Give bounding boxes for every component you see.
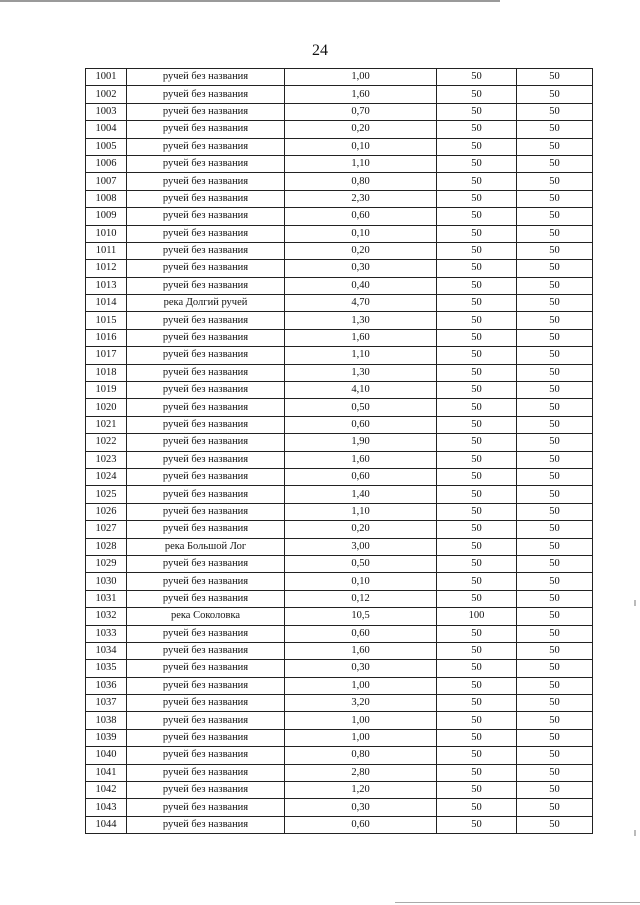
row-number-cell: 1032 (86, 608, 127, 625)
row-number-cell: 1041 (86, 764, 127, 781)
table-row (86, 190, 593, 207)
length-cell: 3,00 (285, 538, 437, 555)
row-number-cell: 1009 (86, 208, 127, 225)
row-number-cell: 1022 (86, 434, 127, 451)
row-number-cell: 1002 (86, 86, 127, 103)
row-number-cell: 1040 (86, 747, 127, 764)
coastal-strip-cell: 50 (517, 364, 593, 381)
water-body-name-cell: ручей без названия (127, 277, 285, 294)
water-body-name-cell: река Соколовка (127, 608, 285, 625)
length-cell: 1,60 (285, 451, 437, 468)
water-body-name-cell: ручей без названия (127, 642, 285, 659)
protection-zone-cell: 50 (437, 555, 517, 572)
length-cell: 1,00 (285, 69, 437, 86)
table-row (86, 712, 593, 729)
table-row (86, 260, 593, 277)
length-cell: 0,20 (285, 242, 437, 259)
coastal-strip-cell: 50 (517, 173, 593, 190)
row-number-cell: 1038 (86, 712, 127, 729)
table-row (86, 277, 593, 294)
row-number-cell: 1011 (86, 242, 127, 259)
water-body-name-cell: ручей без названия (127, 260, 285, 277)
table-row (86, 590, 593, 607)
water-body-name-cell: ручей без названия (127, 573, 285, 590)
protection-zone-cell: 50 (437, 155, 517, 172)
protection-zone-cell: 50 (437, 312, 517, 329)
coastal-strip-cell: 50 (517, 416, 593, 433)
length-cell: 0,60 (285, 625, 437, 642)
table-row (86, 295, 593, 312)
water-body-name-cell: ручей без названия (127, 590, 285, 607)
protection-zone-cell: 50 (437, 208, 517, 225)
table-row (86, 486, 593, 503)
length-cell: 1,10 (285, 155, 437, 172)
coastal-strip-cell: 50 (517, 503, 593, 520)
coastal-strip-cell: 50 (517, 590, 593, 607)
scan-edge-mark (634, 600, 636, 606)
length-cell: 0,50 (285, 399, 437, 416)
protection-zone-cell: 50 (437, 660, 517, 677)
table-row (86, 642, 593, 659)
table-row (86, 573, 593, 590)
length-cell: 1,10 (285, 503, 437, 520)
water-body-name-cell: ручей без названия (127, 103, 285, 120)
length-cell: 0,60 (285, 208, 437, 225)
water-body-name-cell: ручей без названия (127, 190, 285, 207)
row-number-cell: 1003 (86, 103, 127, 120)
length-cell: 1,00 (285, 712, 437, 729)
coastal-strip-cell: 50 (517, 242, 593, 259)
coastal-strip-cell: 50 (517, 382, 593, 399)
length-cell: 2,30 (285, 190, 437, 207)
row-number-cell: 1013 (86, 277, 127, 294)
row-number-cell: 1004 (86, 121, 127, 138)
coastal-strip-cell: 50 (517, 521, 593, 538)
coastal-strip-cell: 50 (517, 642, 593, 659)
coastal-strip-cell: 50 (517, 399, 593, 416)
water-body-name-cell: ручей без названия (127, 677, 285, 694)
coastal-strip-cell: 50 (517, 816, 593, 833)
row-number-cell: 1015 (86, 312, 127, 329)
protection-zone-cell: 50 (437, 416, 517, 433)
protection-zone-cell: 50 (437, 782, 517, 799)
protection-zone-cell: 50 (437, 573, 517, 590)
table-row (86, 799, 593, 816)
water-body-name-cell: ручей без названия (127, 121, 285, 138)
table-row (86, 468, 593, 485)
row-number-cell: 1031 (86, 590, 127, 607)
table-row (86, 173, 593, 190)
water-body-name-cell: река Большой Лог (127, 538, 285, 555)
water-body-name-cell: ручей без названия (127, 69, 285, 86)
protection-zone-cell: 50 (437, 277, 517, 294)
water-body-name-cell: ручей без названия (127, 503, 285, 520)
coastal-strip-cell: 50 (517, 468, 593, 485)
table-row (86, 503, 593, 520)
table-row (86, 312, 593, 329)
length-cell: 1,30 (285, 312, 437, 329)
water-body-name-cell: ручей без названия (127, 208, 285, 225)
water-body-name-cell: ручей без названия (127, 242, 285, 259)
water-body-name-cell: ручей без названия (127, 521, 285, 538)
row-number-cell: 1036 (86, 677, 127, 694)
coastal-strip-cell: 50 (517, 625, 593, 642)
coastal-strip-cell: 50 (517, 277, 593, 294)
coastal-strip-cell: 50 (517, 486, 593, 503)
table-row (86, 608, 593, 625)
row-number-cell: 1024 (86, 468, 127, 485)
coastal-strip-cell: 50 (517, 729, 593, 746)
row-number-cell: 1001 (86, 69, 127, 86)
coastal-strip-cell: 50 (517, 608, 593, 625)
water-body-name-cell: ручей без названия (127, 486, 285, 503)
water-body-name-cell: ручей без названия (127, 138, 285, 155)
row-number-cell: 1033 (86, 625, 127, 642)
coastal-strip-cell: 50 (517, 747, 593, 764)
table-row (86, 242, 593, 259)
length-cell: 1,00 (285, 729, 437, 746)
coastal-strip-cell: 50 (517, 347, 593, 364)
water-body-name-cell: ручей без названия (127, 782, 285, 799)
length-cell: 2,80 (285, 764, 437, 781)
length-cell: 1,30 (285, 364, 437, 381)
length-cell: 0,40 (285, 277, 437, 294)
coastal-strip-cell: 50 (517, 782, 593, 799)
length-cell: 10,5 (285, 608, 437, 625)
table-row (86, 208, 593, 225)
water-body-name-cell: ручей без названия (127, 416, 285, 433)
row-number-cell: 1019 (86, 382, 127, 399)
protection-zone-cell: 50 (437, 190, 517, 207)
water-body-name-cell: ручей без названия (127, 86, 285, 103)
row-number-cell: 1028 (86, 538, 127, 555)
protection-zone-cell: 50 (437, 399, 517, 416)
protection-zone-cell: 50 (437, 260, 517, 277)
row-number-cell: 1020 (86, 399, 127, 416)
protection-zone-cell: 50 (437, 364, 517, 381)
protection-zone-cell: 50 (437, 121, 517, 138)
table-row (86, 729, 593, 746)
coastal-strip-cell: 50 (517, 138, 593, 155)
table-row (86, 782, 593, 799)
row-number-cell: 1037 (86, 695, 127, 712)
protection-zone-cell: 50 (437, 173, 517, 190)
table-row (86, 225, 593, 242)
coastal-strip-cell: 50 (517, 573, 593, 590)
water-body-name-cell: ручей без названия (127, 155, 285, 172)
water-body-name-cell: ручей без названия (127, 451, 285, 468)
row-number-cell: 1030 (86, 573, 127, 590)
top-scan-rule (0, 0, 500, 2)
row-number-cell: 1016 (86, 329, 127, 346)
coastal-strip-cell: 50 (517, 555, 593, 572)
table-row (86, 69, 593, 86)
length-cell: 0,60 (285, 468, 437, 485)
row-number-cell: 1014 (86, 295, 127, 312)
water-body-name-cell: река Долгий ручей (127, 295, 285, 312)
row-number-cell: 1010 (86, 225, 127, 242)
length-cell: 0,80 (285, 747, 437, 764)
water-body-name-cell: ручей без названия (127, 712, 285, 729)
length-cell: 1,20 (285, 782, 437, 799)
table-row (86, 86, 593, 103)
row-number-cell: 1006 (86, 155, 127, 172)
water-body-name-cell: ручей без названия (127, 312, 285, 329)
protection-zone-cell: 50 (437, 486, 517, 503)
water-body-name-cell: ручей без названия (127, 468, 285, 485)
row-number-cell: 1018 (86, 364, 127, 381)
length-cell: 1,60 (285, 329, 437, 346)
table-row (86, 521, 593, 538)
table-body (86, 69, 593, 834)
table-row (86, 347, 593, 364)
coastal-strip-cell: 50 (517, 329, 593, 346)
row-number-cell: 1005 (86, 138, 127, 155)
table-row (86, 329, 593, 346)
length-cell: 0,30 (285, 660, 437, 677)
coastal-strip-cell: 50 (517, 451, 593, 468)
protection-zone-cell: 50 (437, 799, 517, 816)
coastal-strip-cell: 50 (517, 660, 593, 677)
row-number-cell: 1008 (86, 190, 127, 207)
length-cell: 0,70 (285, 103, 437, 120)
water-body-name-cell: ручей без названия (127, 225, 285, 242)
protection-zone-cell: 50 (437, 69, 517, 86)
row-number-cell: 1034 (86, 642, 127, 659)
row-number-cell: 1043 (86, 799, 127, 816)
row-number-cell: 1025 (86, 486, 127, 503)
page-number: 24 (312, 42, 328, 59)
length-cell: 0,10 (285, 573, 437, 590)
protection-zone-cell: 50 (437, 747, 517, 764)
coastal-strip-cell: 50 (517, 225, 593, 242)
protection-zone-cell: 50 (437, 103, 517, 120)
water-body-name-cell: ручей без названия (127, 764, 285, 781)
length-cell: 1,00 (285, 677, 437, 694)
protection-zone-cell: 50 (437, 677, 517, 694)
water-body-name-cell: ручей без названия (127, 434, 285, 451)
table-row (86, 121, 593, 138)
protection-zone-cell: 50 (437, 468, 517, 485)
table-row (86, 382, 593, 399)
water-bodies-table (85, 68, 593, 834)
water-body-name-cell: ручей без названия (127, 695, 285, 712)
protection-zone-cell: 50 (437, 590, 517, 607)
length-cell: 1,60 (285, 86, 437, 103)
length-cell: 4,10 (285, 382, 437, 399)
protection-zone-cell: 50 (437, 695, 517, 712)
protection-zone-cell: 50 (437, 521, 517, 538)
coastal-strip-cell: 50 (517, 103, 593, 120)
table-row (86, 434, 593, 451)
table-row (86, 764, 593, 781)
length-cell: 0,60 (285, 416, 437, 433)
row-number-cell: 1035 (86, 660, 127, 677)
water-body-name-cell: ручей без названия (127, 555, 285, 572)
table-row (86, 538, 593, 555)
length-cell: 0,20 (285, 521, 437, 538)
water-body-name-cell: ручей без названия (127, 399, 285, 416)
water-body-name-cell: ручей без названия (127, 799, 285, 816)
length-cell: 0,30 (285, 799, 437, 816)
coastal-strip-cell: 50 (517, 295, 593, 312)
water-body-name-cell: ручей без названия (127, 347, 285, 364)
length-cell: 4,70 (285, 295, 437, 312)
table-row (86, 695, 593, 712)
scan-edge-mark (634, 830, 636, 836)
protection-zone-cell: 50 (437, 503, 517, 520)
table-row (86, 555, 593, 572)
coastal-strip-cell: 50 (517, 712, 593, 729)
water-body-name-cell: ручей без названия (127, 364, 285, 381)
table-row (86, 399, 593, 416)
length-cell: 0,30 (285, 260, 437, 277)
table-row (86, 677, 593, 694)
protection-zone-cell: 50 (437, 329, 517, 346)
length-cell: 0,80 (285, 173, 437, 190)
water-body-name-cell: ручей без названия (127, 660, 285, 677)
water-body-name-cell: ручей без названия (127, 625, 285, 642)
bottom-scan-rule (395, 902, 640, 903)
protection-zone-cell: 50 (437, 86, 517, 103)
water-body-name-cell: ручей без названия (127, 382, 285, 399)
coastal-strip-cell: 50 (517, 86, 593, 103)
protection-zone-cell: 50 (437, 538, 517, 555)
protection-zone-cell: 50 (437, 382, 517, 399)
row-number-cell: 1029 (86, 555, 127, 572)
coastal-strip-cell: 50 (517, 799, 593, 816)
coastal-strip-cell: 50 (517, 312, 593, 329)
table-row (86, 416, 593, 433)
length-cell: 1,40 (285, 486, 437, 503)
protection-zone-cell: 50 (437, 242, 517, 259)
row-number-cell: 1026 (86, 503, 127, 520)
protection-zone-cell: 50 (437, 138, 517, 155)
protection-zone-cell: 50 (437, 764, 517, 781)
length-cell: 1,10 (285, 347, 437, 364)
protection-zone-cell: 50 (437, 347, 517, 364)
protection-zone-cell: 50 (437, 642, 517, 659)
coastal-strip-cell: 50 (517, 538, 593, 555)
coastal-strip-cell: 50 (517, 121, 593, 138)
length-cell: 0,10 (285, 138, 437, 155)
protection-zone-cell: 50 (437, 434, 517, 451)
protection-zone-cell: 50 (437, 816, 517, 833)
water-body-name-cell: ручей без названия (127, 173, 285, 190)
water-body-name-cell: ручей без названия (127, 747, 285, 764)
length-cell: 0,50 (285, 555, 437, 572)
protection-zone-cell: 50 (437, 729, 517, 746)
table-row (86, 747, 593, 764)
row-number-cell: 1007 (86, 173, 127, 190)
coastal-strip-cell: 50 (517, 764, 593, 781)
row-number-cell: 1021 (86, 416, 127, 433)
table-row (86, 660, 593, 677)
table-row (86, 138, 593, 155)
length-cell: 0,20 (285, 121, 437, 138)
coastal-strip-cell: 50 (517, 260, 593, 277)
table-row (86, 625, 593, 642)
coastal-strip-cell: 50 (517, 190, 593, 207)
protection-zone-cell: 50 (437, 295, 517, 312)
water-body-name-cell: ручей без названия (127, 816, 285, 833)
length-cell: 1,60 (285, 642, 437, 659)
length-cell: 3,20 (285, 695, 437, 712)
table-row (86, 816, 593, 833)
table-row (86, 103, 593, 120)
row-number-cell: 1042 (86, 782, 127, 799)
protection-zone-cell: 100 (437, 608, 517, 625)
protection-zone-cell: 50 (437, 225, 517, 242)
length-cell: 0,10 (285, 225, 437, 242)
table-row (86, 364, 593, 381)
protection-zone-cell: 50 (437, 625, 517, 642)
water-body-name-cell: ручей без названия (127, 729, 285, 746)
length-cell: 0,60 (285, 816, 437, 833)
protection-zone-cell: 50 (437, 451, 517, 468)
row-number-cell: 1027 (86, 521, 127, 538)
row-number-cell: 1017 (86, 347, 127, 364)
length-cell: 0,12 (285, 590, 437, 607)
row-number-cell: 1023 (86, 451, 127, 468)
coastal-strip-cell: 50 (517, 155, 593, 172)
row-number-cell: 1012 (86, 260, 127, 277)
water-body-name-cell: ручей без названия (127, 329, 285, 346)
coastal-strip-cell: 50 (517, 208, 593, 225)
row-number-cell: 1039 (86, 729, 127, 746)
row-number-cell: 1044 (86, 816, 127, 833)
coastal-strip-cell: 50 (517, 434, 593, 451)
table-row (86, 451, 593, 468)
length-cell: 1,90 (285, 434, 437, 451)
protection-zone-cell: 50 (437, 712, 517, 729)
coastal-strip-cell: 50 (517, 695, 593, 712)
coastal-strip-cell: 50 (517, 69, 593, 86)
table-row (86, 155, 593, 172)
coastal-strip-cell: 50 (517, 677, 593, 694)
